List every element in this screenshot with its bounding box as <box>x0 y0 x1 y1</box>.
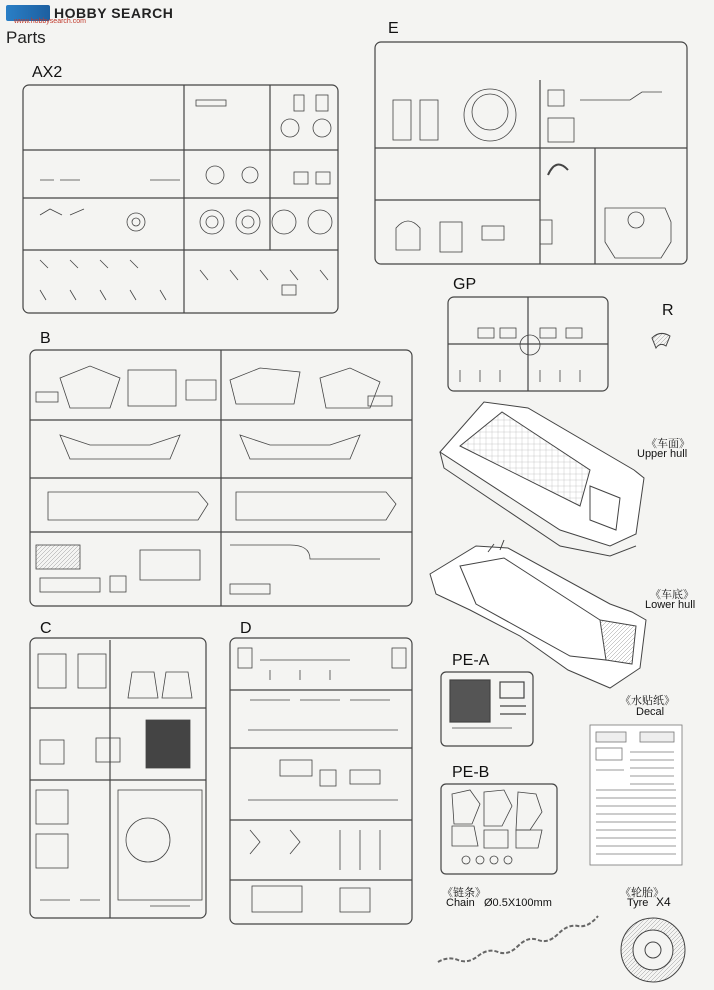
part-r <box>652 333 670 348</box>
upper-hull-drawing <box>440 402 644 556</box>
watermark-sub: www.hobbysearch.com <box>14 18 86 25</box>
sprue-label-b: B <box>40 330 51 347</box>
decal-label-en: Decal <box>636 706 665 718</box>
sprue-label-ax2: AX2 <box>32 64 63 81</box>
lower-hull-label-cn: 《车底》 <box>650 589 694 601</box>
chain-drawing <box>438 916 598 962</box>
tyre-label-cn: 《轮胎》 <box>620 887 664 899</box>
tyre-label-en: Tyre <box>627 897 649 909</box>
sprue-e <box>375 42 687 264</box>
sprue-b <box>30 350 412 606</box>
chain-label-cn: 《链条》 <box>442 887 486 899</box>
decal-sheet <box>590 725 682 865</box>
sprue-label-pe-b: PE-B <box>452 764 490 781</box>
pe-b-fret <box>441 784 557 874</box>
sprue-label-pe-a: PE-A <box>452 652 490 669</box>
lower-hull-drawing <box>430 540 646 688</box>
sprue-label-e: E <box>388 20 399 37</box>
chain-spec: Ø0.5X100mm <box>484 897 552 909</box>
sprue-label-d: D <box>240 620 252 637</box>
tyre-qty: X4 <box>656 895 671 909</box>
sprue-c <box>30 638 206 918</box>
lower-hull-label-en: Lower hull <box>645 599 696 611</box>
upper-hull-label-en: Upper hull <box>637 448 688 460</box>
sprue-gp <box>448 297 608 391</box>
sprue-ax2 <box>23 85 338 313</box>
chain-label-en: Chain <box>446 897 475 909</box>
page-title: Parts <box>6 28 46 47</box>
tyre-drawing <box>621 918 685 982</box>
pe-a-fret <box>441 672 533 746</box>
sprue-label-r: R <box>662 302 674 319</box>
sprue-d <box>230 638 412 924</box>
sprue-label-c: C <box>40 620 52 637</box>
decal-label-cn: 《水贴纸》 <box>620 695 675 707</box>
sprue-label-gp: GP <box>453 276 477 293</box>
watermark-title: HOBBY SEARCH <box>54 5 174 21</box>
upper-hull-label-cn: 《车面》 <box>646 438 690 450</box>
